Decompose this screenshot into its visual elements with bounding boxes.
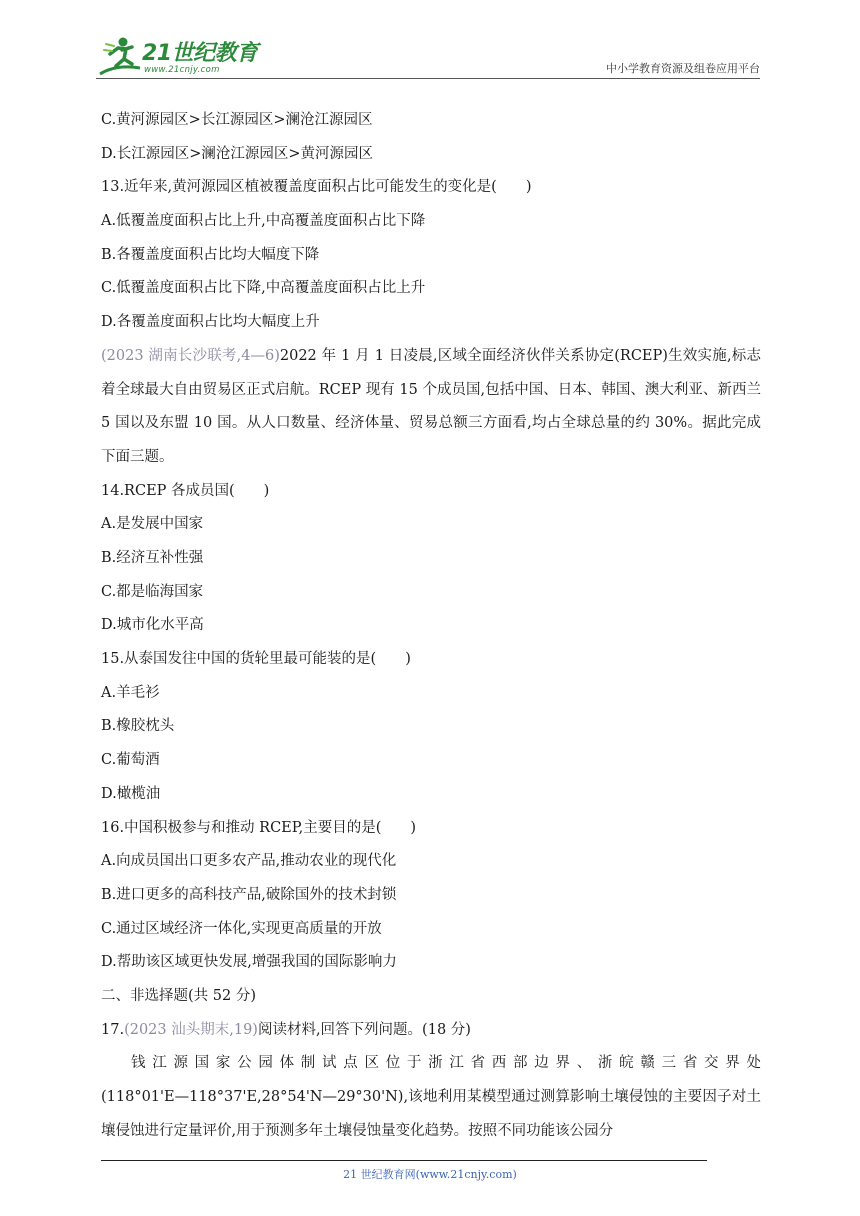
option-line: B.各覆盖度面积占比均大幅度下降	[101, 246, 320, 263]
option-line: C.都是临海国家	[101, 583, 204, 600]
question-text: 阅读材料,回答下列问题。(18 分)	[257, 1021, 471, 1038]
runner-logo-icon	[96, 34, 142, 78]
question-15: 15.从泰国发往中国的货轮里最可能装的是( )	[101, 651, 411, 668]
option-line: C.葡萄酒	[101, 752, 160, 769]
option-line: D.长江源园区>澜沧江源园区>黄河源园区	[101, 145, 374, 162]
logo-text: 21世纪教育	[142, 41, 258, 66]
option-line: B.经济互补性强	[101, 550, 204, 566]
question-17	[101, 1014, 761, 1048]
material-paragraph: (118°01'E—118°37'E,28°54'N—29°30'N),该地利用某模型通过测算影响土壤侵蚀的主要因子对土壤侵蚀进行定量评价,用于预测多年土壤侵蚀量变化趋势。按照不同功能该公园分	[101, 1089, 761, 1139]
document-body	[101, 104, 761, 1148]
site-logo	[96, 34, 266, 78]
option-line: B.进口更多的高科技产品,破除国外的技术封锁	[101, 886, 397, 903]
question-14: 14.RCEP 各成员国( )	[101, 482, 270, 499]
footer-divider	[101, 1160, 707, 1161]
material-paragraph-line: 钱江源国家公园体制试点区位于浙江省西部边界、浙皖赣三省交界处	[131, 1055, 761, 1072]
question-16: 16.中国积极参与和推动 RCEP,主要目的是( )	[101, 819, 417, 836]
option-line: A.是发展中国家	[101, 516, 204, 533]
section-heading: 二、非选择题(共 52 分)	[101, 987, 256, 1004]
logo-url: www.21cnjy.com	[144, 65, 220, 75]
question-13: 13.近年来,黄河源园区植被覆盖度面积占比可能发生的变化是( )	[101, 179, 532, 196]
question-number: 17.	[101, 1021, 125, 1038]
page-footer: 21 世纪教育网(www.21cnjy.com)	[343, 1168, 517, 1181]
material-paragraph	[101, 340, 761, 475]
option-line: C.黄河源园区>长江源园区>澜沧江源园区	[101, 112, 373, 128]
option-line: D.帮助该区域更快发展,增强我国的国际影响力	[101, 954, 397, 971]
page-header	[96, 30, 760, 80]
source-citation: (2023 湖南长沙联考,4—6)	[101, 347, 280, 364]
option-line: D.城市化水平高	[101, 617, 204, 634]
material-text: 2022 年 1 月 1 日凌晨,区域全面经济伙伴关系协定(RCEP)生效实施,标志着全球最大自由贸易区正式启航。RCEP 现有 15 个成员国,包括中国、日本、韩国、澳大利亚、新西兰 5 国以及东盟 10 国。从人口数量、经济体量、贸易总额三方面看,均占全球总量的约 30%。据此完成下面三题。	[101, 347, 762, 465]
option-line: D.橄榄油	[101, 785, 161, 802]
option-line: A.低覆盖度面积占比上升,中高覆盖度面积占比下降	[101, 213, 426, 230]
option-line: A.羊毛衫	[101, 684, 160, 701]
option-line: A.向成员国出口更多农产品,推动农业的现代化	[101, 853, 397, 870]
option-line: C.通过区域经济一体化,实现更高质量的开放	[101, 920, 382, 937]
option-line: D.各覆盖度面积占比均大幅度上升	[101, 314, 320, 331]
option-line: C.低覆盖度面积占比下降,中高覆盖度面积占比上升	[101, 280, 426, 297]
option-line: B.橡胶枕头	[101, 718, 175, 735]
platform-title: 中小学教育资源及组卷应用平台	[606, 62, 760, 75]
source-citation: (2023 汕头期末,19)	[124, 1021, 258, 1038]
header-divider	[96, 78, 760, 79]
